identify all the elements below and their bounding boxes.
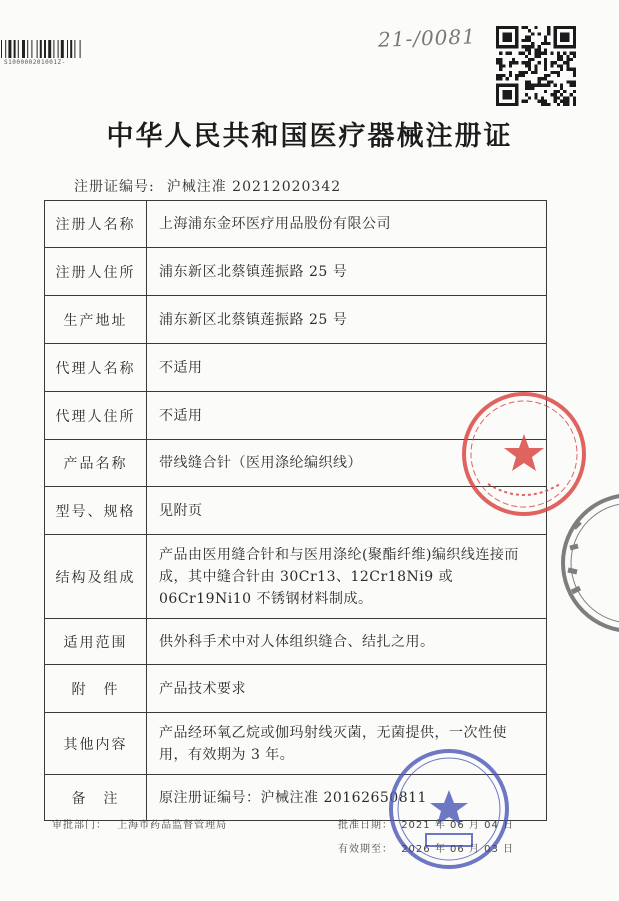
row-value: 产品技术要求 xyxy=(147,665,547,713)
row-label: 注册人名称 xyxy=(45,201,147,248)
row-label: 生产地址 xyxy=(45,296,147,344)
row-label: 适用范围 xyxy=(45,619,147,665)
authority-label: 审批部门： xyxy=(52,820,107,831)
row-label: 注册人住所 xyxy=(45,248,147,296)
expiry-date xyxy=(338,840,514,855)
row-value: 上海浦东金环医疗用品股份有限公司 xyxy=(147,201,547,248)
row-value: 不适用 xyxy=(147,392,547,440)
row-value: 供外科手术中对人体组织缝合、结扎之用。 xyxy=(147,619,547,665)
registration-number-label: 注册证编号: xyxy=(74,179,155,195)
row-label: 结构及组成 xyxy=(45,535,147,619)
qr-code xyxy=(496,26,576,106)
row-value: 见附页 xyxy=(147,487,547,535)
gray-seal-stamp xyxy=(556,488,619,638)
table-row xyxy=(45,619,547,665)
table-row xyxy=(45,248,547,296)
row-value: 浦东新区北蔡镇莲振路 25 号 xyxy=(147,296,547,344)
approval-date-value: 2021 年 06 月 04 日 xyxy=(401,820,514,831)
table-row xyxy=(45,535,547,619)
row-label: 型号、规格 xyxy=(45,487,147,535)
barcode-number: S100000201001Z- xyxy=(4,59,66,66)
approval-date-label: 批准日期： xyxy=(338,820,393,831)
handwritten-note: 21-/0081 xyxy=(377,24,477,52)
row-label: 备 注 xyxy=(45,775,147,821)
row-value: 带线缝合针（医用涤纶编织线） xyxy=(147,440,547,487)
registration-number-value: 沪械注准 20212020342 xyxy=(166,179,342,195)
row-value: 产品经环氧乙烷或伽玛射线灭菌，无菌提供，一次性使用，有效期为 3 年。 xyxy=(147,713,547,775)
authority-value: 上海市药品监督管理局 xyxy=(117,820,228,831)
row-value: 不适用 xyxy=(147,344,547,392)
row-label: 其他内容 xyxy=(45,713,147,775)
document-title: 中华人民共和国医疗器械注册证 xyxy=(106,121,513,152)
table-row xyxy=(45,201,547,248)
row-label: 代理人住所 xyxy=(45,392,147,440)
row-value: 产品由医用缝合针和与医用涤纶(聚酯纤维)编织线连接而成，其中缝合针由 30Cr13、12Cr18Ni9 或 06Cr19Ni10 不锈钢材料制成。 xyxy=(147,535,547,619)
registration-number-line xyxy=(74,176,353,196)
row-label: 附 件 xyxy=(45,665,147,713)
expiry-date-label: 有效期至： xyxy=(338,844,393,855)
table-row xyxy=(45,665,547,713)
approval-authority xyxy=(52,816,227,831)
row-value: 原注册证编号：沪械注准 20162650811 xyxy=(147,775,547,821)
expiry-date-value: 2026 年 06 月 03 日 xyxy=(401,844,514,855)
row-value: 浦东新区北蔡镇莲振路 25 号 xyxy=(147,248,547,296)
barcode xyxy=(0,40,100,58)
table-row xyxy=(45,296,547,344)
table-row xyxy=(45,344,547,392)
approval-date xyxy=(338,816,514,831)
row-label: 产品名称 xyxy=(45,440,147,487)
row-label: 代理人名称 xyxy=(45,344,147,392)
